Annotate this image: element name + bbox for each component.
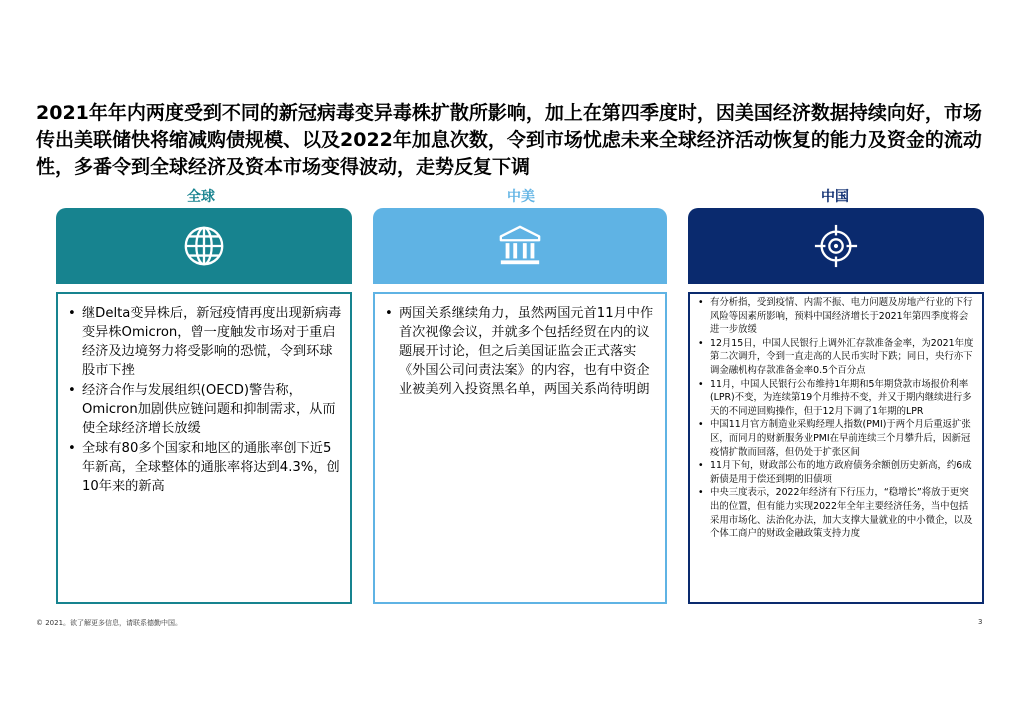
global-text-box bbox=[56, 292, 352, 604]
page-number: 3 bbox=[978, 618, 983, 626]
china-bullet: • 中央三度表示，2022年经济有下行压力，“稳增长”将放于更突出的位置，但有能力实现2022年全年主要经济任务，当中包括采用市场化、法治化办法，加大支撑大量就业的中小微企，以及个体工商户的财政金融政策支持力度 bbox=[696, 486, 976, 540]
china-text-box bbox=[688, 292, 984, 604]
page-headline: 2021年年内两度受到不同的新冠病毒变异毒株扩散所影响，加上在第四季度时，因美国经济数据持续向好，市场传出美联储快将缩减购债规模、以及2022年加息次数，令到市场忧虑未来全球经济活动恢复的能力及资金的流动性，多番令到全球经济及资本市场变得波动，走势反复下调 bbox=[36, 102, 982, 178]
footer-copyright: © 2021。欲了解更多信息，请联系德勤中国。 bbox=[36, 619, 183, 627]
china-icon-panel bbox=[688, 208, 984, 284]
china-bullet: • 12月15日，中国人民银行上调外汇存款准备金率，为2021年度第二次调升，令到一直走高的人民币实时下跌；同日，央行亦下调金融机构存款准备金率0.5个百分点 bbox=[696, 337, 976, 378]
global-icon-panel bbox=[56, 208, 352, 284]
bank-icon bbox=[497, 223, 543, 269]
global-bullet: • 经济合作与发展组织(OECD)警告称，Omicron加剧供应链问题和抑制需求，从而使全球经济增长放缓 bbox=[66, 381, 342, 438]
column-label-china: 中国 bbox=[821, 189, 849, 205]
global-bullet: • 全球有80多个国家和地区的通胀率创下近5年新高，全球整体的通胀率将达到4.3%，创10年来的新高 bbox=[66, 439, 342, 496]
china-us-text-box bbox=[373, 292, 667, 604]
china-bullet: • 有分析指，受到疫情、内需不振、电力问题及房地产行业的下行风险等因素所影响，预料中国经济增长于2021年第四季度将会进一步放缓 bbox=[696, 296, 976, 337]
column-label-china-us: 中美 bbox=[507, 189, 535, 205]
globe-icon bbox=[181, 223, 227, 269]
china-bullet: • 中国11月官方制造业采购经理人指数(PMI)于两个月后重返扩张区，而同月的财新服务业PMI在早前连续三个月攀升后，因新冠疫情扩散而回落，但仍处于扩张区间 bbox=[696, 418, 976, 459]
target-icon bbox=[813, 223, 859, 269]
china-bullet: • 11月，中国人民银行公布维持1年期和5年期贷款市场报价利率(LPR)不变，为连续第19个月维持不变，并又于期内继续进行多天的不同逆回购操作，但于12月下调了1年期的LPR bbox=[696, 378, 976, 419]
china-us-bullet: • 两国关系继续角力，虽然两国元首11月中作首次视像会议，并就多个包括经贸在内的议题展开讨论，但之后美国证监会正式落实《外国公司问责法案》的内容，也有中资企业被美列入投资黑名单，两国关系尚待明朗 bbox=[383, 304, 657, 399]
global-bullet: • 继Delta变异株后，新冠疫情再度出现新病毒变异株Omicron，曾一度触发市场对于重启经济及边境努力将受影响的恐慌，令到环球股市下挫 bbox=[66, 304, 342, 380]
china-bullet: • 11月下旬，财政部公布的地方政府债务余额创历史新高，约6成新债是用于偿还到期的旧债项 bbox=[696, 459, 976, 486]
column-label-global: 全球 bbox=[187, 189, 215, 205]
china-us-icon-panel bbox=[373, 208, 667, 284]
